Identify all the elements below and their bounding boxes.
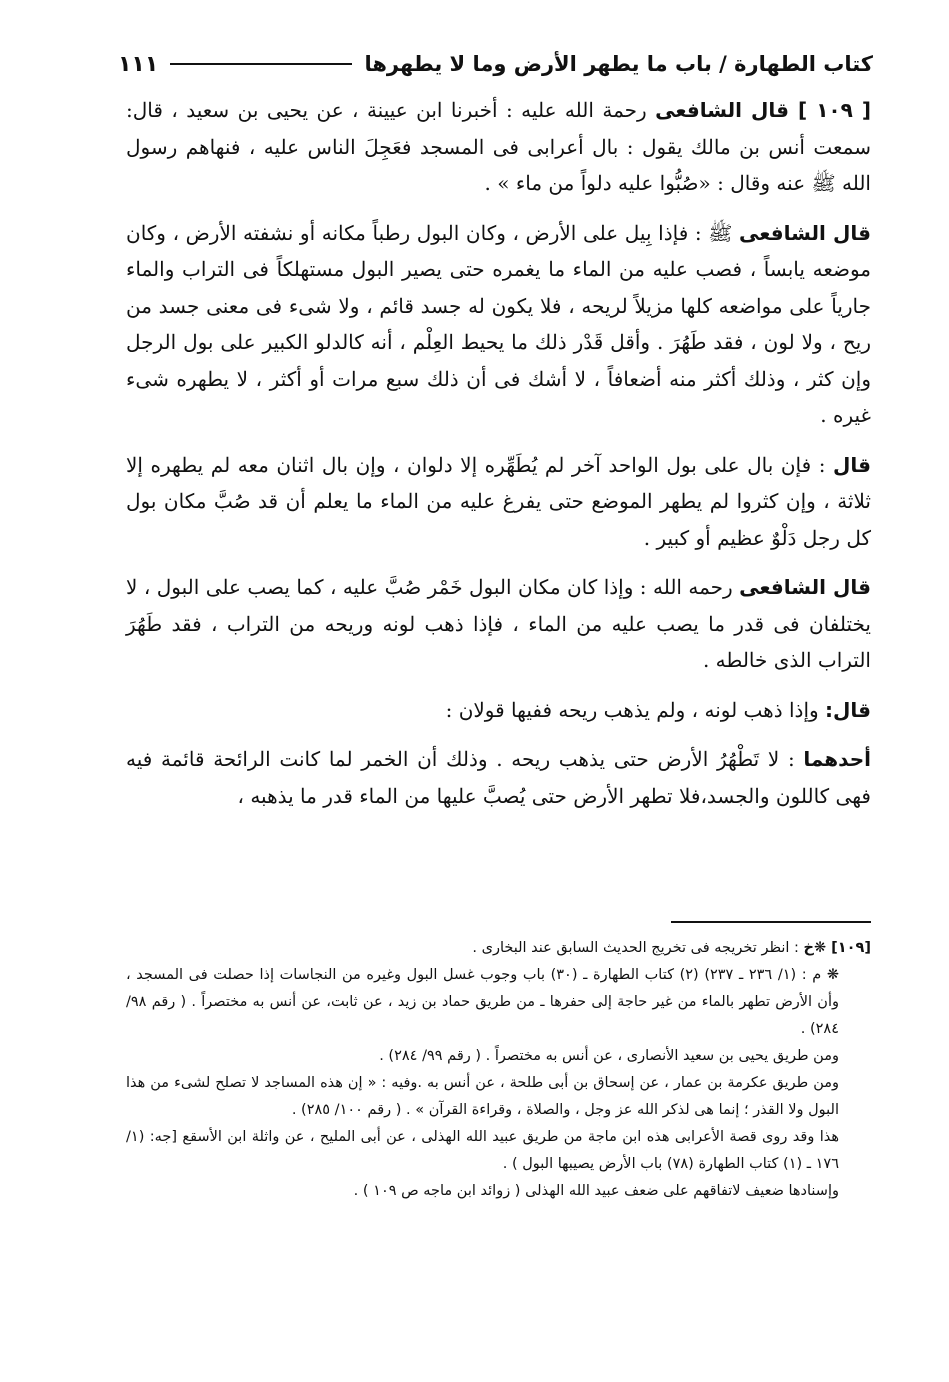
paragraph-lead: قال الشافعى xyxy=(739,575,871,599)
footnote-text: : انظر تخريجه فى تخريج الحديث السابق عند البخارى . xyxy=(472,940,804,956)
paragraph-first-opinion xyxy=(126,741,871,814)
paragraph-text: : لا تَطْهُرُ الأرض حتى يذهب ريحه . وذلك أن الخمر لما كانت الرائحة قائمة فيه فهى كاللون والجسد،فلا تطهر الأرض حتى يُصبَّ عليها من الماء قدر ما يذهبه ، xyxy=(126,747,871,808)
running-title: كتاب الطهارة / باب ما يطهر الأرض وما لا يطهرها xyxy=(364,52,873,76)
header-rule xyxy=(170,63,352,65)
footnote-2: ❋ م : (١/ ٢٣٦ ـ ٢٣٧) (٢) كتاب الطهارة ـ (٣٠) باب وجوب غسل البول وغيره من النجاسات إذا حصلت فى المسجد ، وأن الأرض تطهر بالماء من غير حاجة إلى حفرها ـ من طريق حماد بن زيد ، عن ثابت، عن أنس به مختصراً . ( رقم ٩٨/ ٢٨٤) . xyxy=(126,967,840,1037)
footnote-1 xyxy=(126,935,871,962)
footnotes xyxy=(126,935,871,1205)
paragraph-text: رحمة الله عليه : أخبرنا ابن عيينة ، عن يحيى بن سعيد ، قال: سمعت أنس بن مالك يقول : بال أعرابى فى المسجد فعَجِلَ الناس عليه ، فنهاهم رسول الله ﷺ عنه وقال : «صُبُّوا عليه دلواً من ماء » . xyxy=(126,98,871,195)
main-text xyxy=(126,92,871,823)
footnote-lead: [١٠٩] ❋خ xyxy=(803,940,871,956)
footnote-4: ومن طريق عكرمة بن عمار ، عن إسحاق بن أبى طلحة ، عن أنس به .وفيه : « إن هذه المساجد لا تصلح لشىء من هذا البول ولا القذر ؛ إنما هى لذكر الله عز وجل ، والصلاة ، وقراءة القرآن » . ( رقم ١٠٠/ ٢٨٥) . xyxy=(126,1075,839,1118)
page-number: ١١١ xyxy=(118,51,159,77)
paragraph-text: : فإن بال على بول الواحد آخر لم يُطَهِّره إلا دلوان ، وإن بال اثنان معه لم يطهره إلا ثلاثة ، وإن كثروا لم يطهر الموضع حتى يفرغ عليه من الماء ما يعلم أن قد صُبَّ مكان بول كل رجل دَلْوٌ عظيم أو كبير . xyxy=(126,452,871,550)
footnote-3: ومن طريق يحيى بن سعيد الأنصارى ، عن أنس به مختصراً . ( رقم ٩٩/ ٢٨٤) . xyxy=(379,1048,839,1064)
paragraph-109 xyxy=(126,92,871,202)
footnote-6: وإسنادها ضعيف لاتفاقهم على ضعف عبيد الله الهذلى ( زوائد ابن ماجه ص ١٠٩ ) . xyxy=(353,1183,839,1199)
paragraph-text: وإذا ذهب لونه ، ولم يذهب ريحه ففيها قولان : xyxy=(445,697,826,722)
paragraph-shafii-commentary xyxy=(126,215,871,434)
paragraph-qala-2 xyxy=(126,692,871,729)
page-header xyxy=(118,44,873,84)
paragraph-lead: قال الشافعى xyxy=(738,220,871,245)
footnote-separator xyxy=(671,921,871,923)
paragraph-text: ﷺ : فإذا بِيل على الأرض ، وكان البول رطباً مكانه أو نشفته الأرض ، وكان موضعه يابساً ، فصب عليه من الماء ما يغمره حتى يصير البول مستهلكاً فى التراب والماء جارياً على مواضعه كلها مزيلاً لريحه ، فلا يكون له جسد قائم ، ولا شىء فى معنى جسد من ريح ، ولا لون ، فقد طَهُرَ . وأقل قَدْر ذلك ما يحيط العِلْم ، أنه كالدلو الكبير على بول الرجل وإن كثر ، وذلك أكثر منه أضعافاً ، لا أشك فى أن ذلك سبع مرات أو أكثر ، لا يطهره شىء غيره . xyxy=(126,220,871,427)
footnote-5: هذا وقد روى قصة الأعرابى هذه ابن ماجة من طريق عبيد الله الهذلى ، عن أبى المليح ، عن واثلة ابن الأسقع [جه: (١/ ١٧٦ ـ (١) كتاب الطهارة (٧٨) باب الأرض يصيبها البول ) . xyxy=(126,1129,839,1172)
paragraph-lead: أحدهما xyxy=(803,747,871,771)
paragraph-lead: [ ١٠٩ ] قال الشافعى xyxy=(655,98,871,122)
paragraph-text: رحمه الله : وإذا كان مكان البول خَمْر صُبَّ عليه ، كما يصب على البول ، لا يختلفان فى قدر ما يصب عليه من الماء ، فإذا ذهب لونه وريحه من التراب ، فقد طَهُرَ التراب الذى خالطه . xyxy=(126,575,871,672)
paragraph-lead: قال: xyxy=(825,697,871,722)
paragraph-shafii-khamr xyxy=(126,569,871,679)
paragraph-qala-1 xyxy=(126,447,871,557)
paragraph-lead: قال xyxy=(833,452,871,477)
